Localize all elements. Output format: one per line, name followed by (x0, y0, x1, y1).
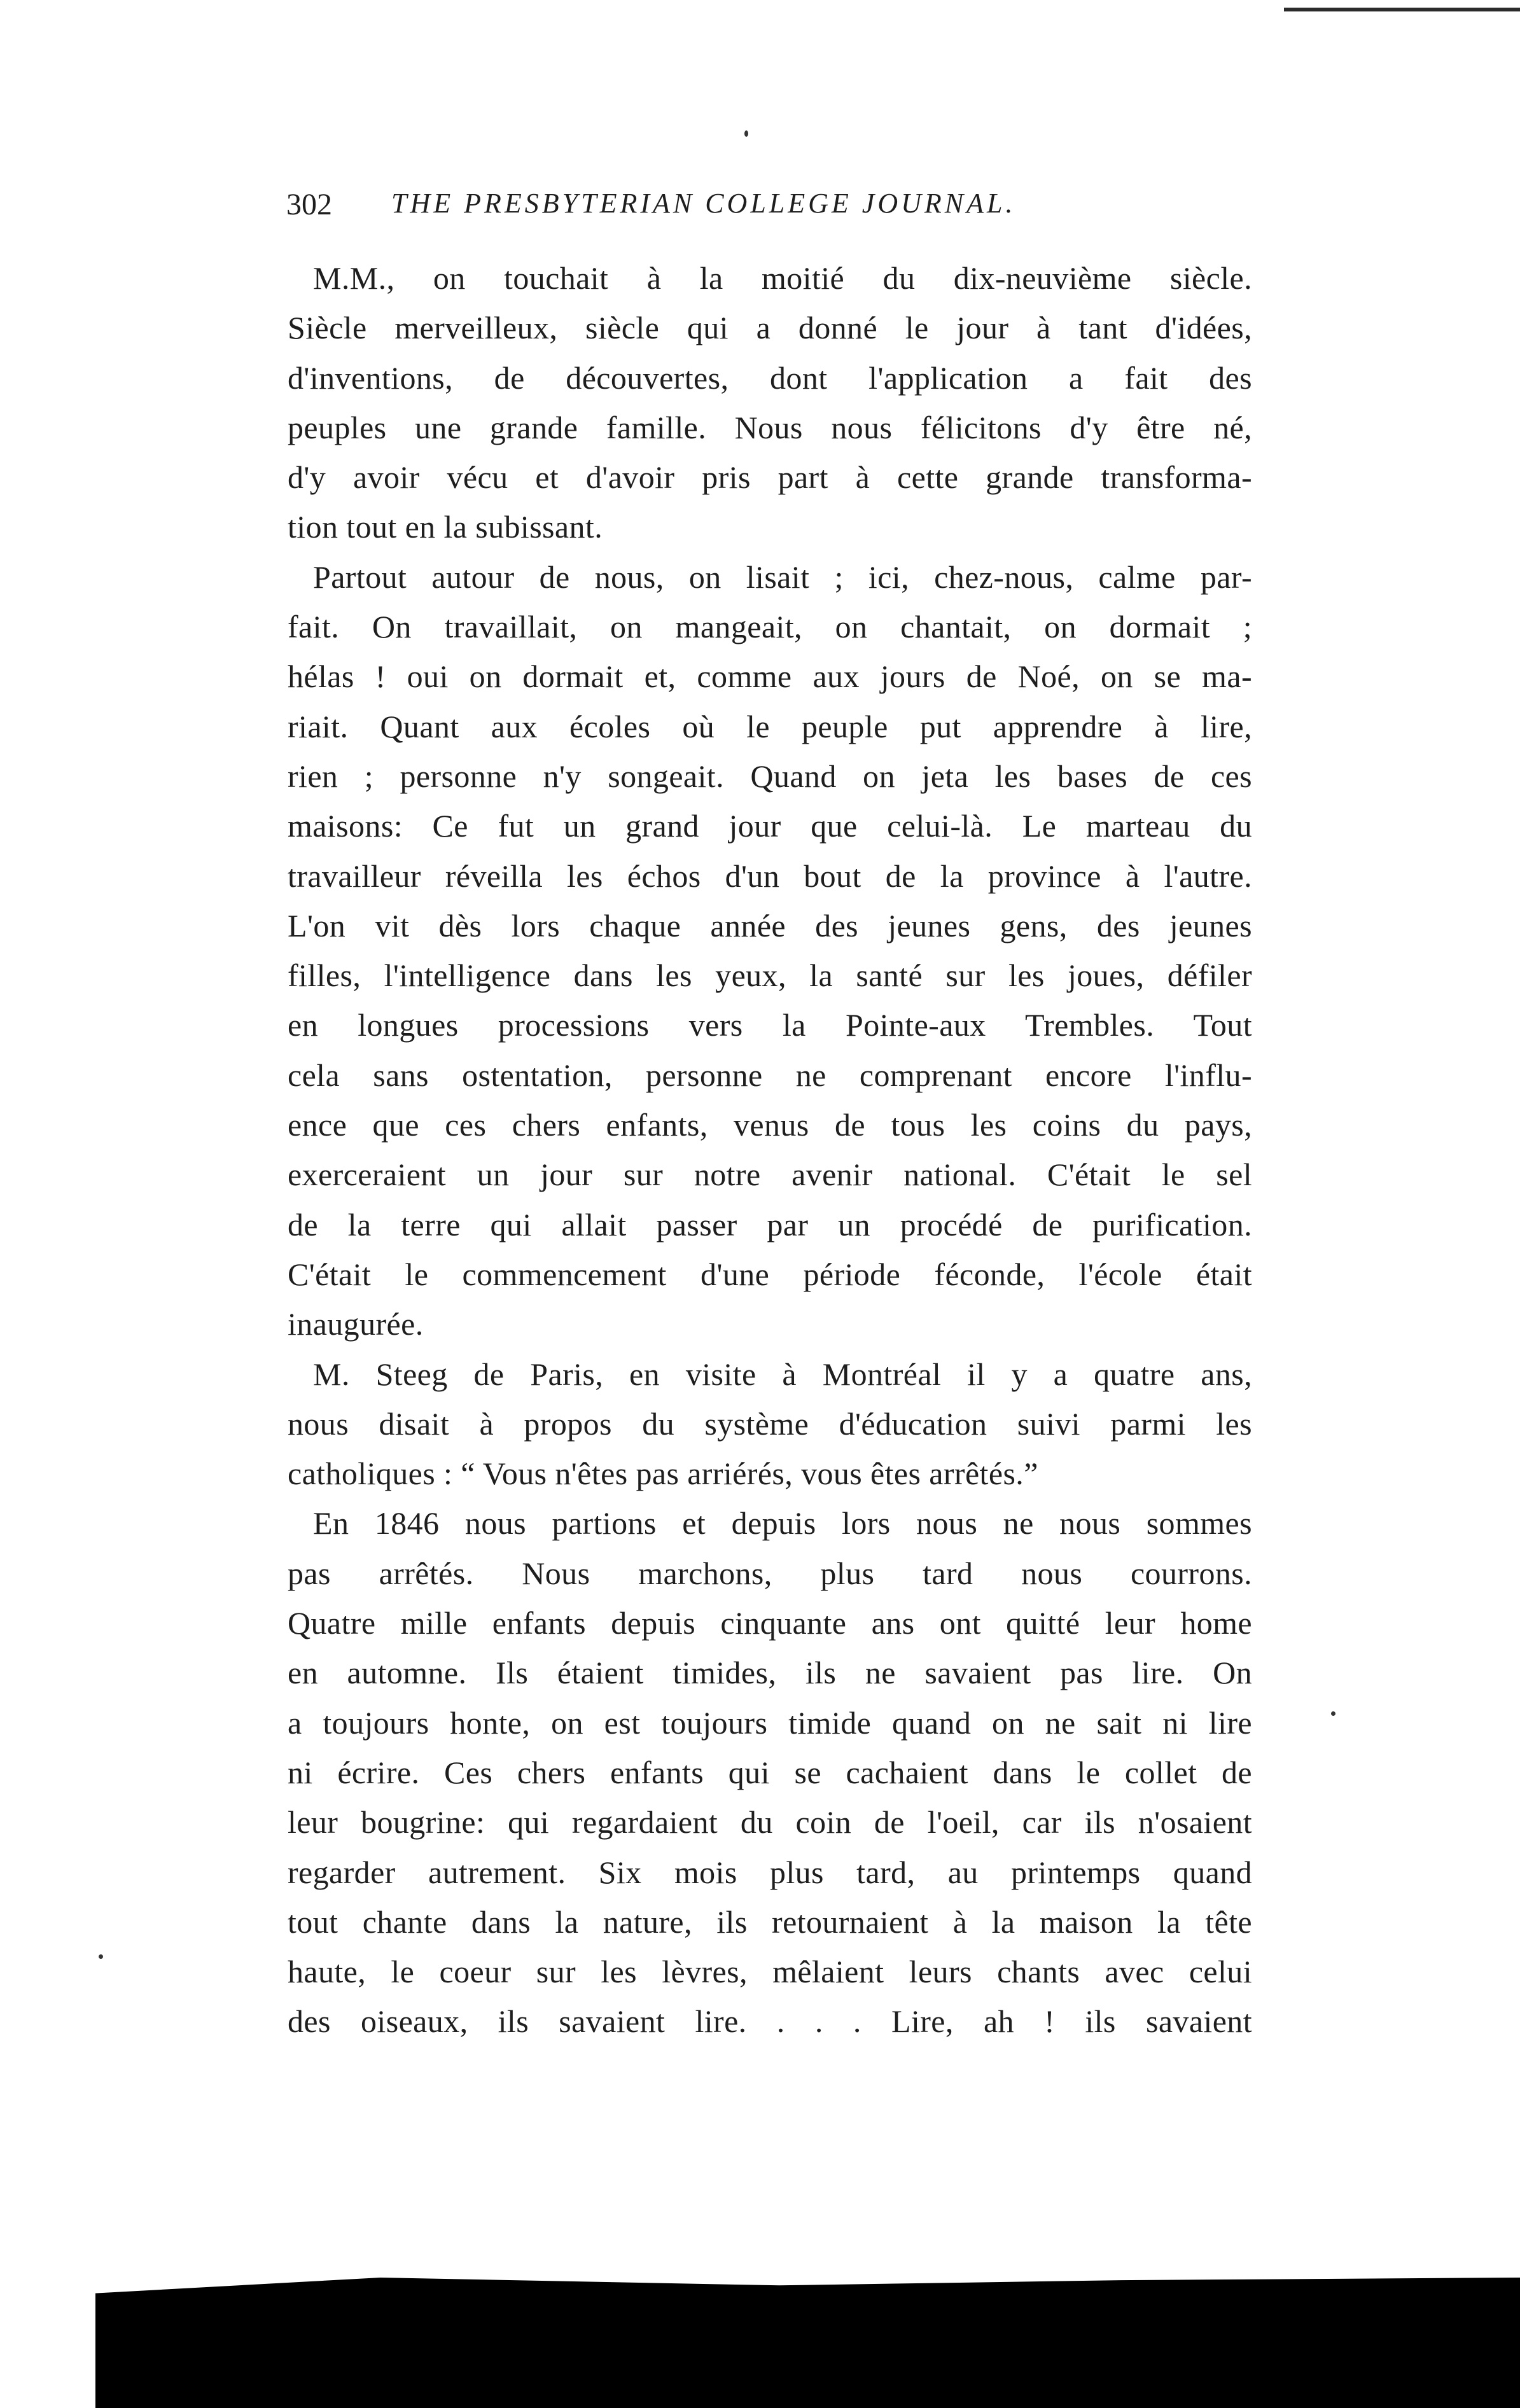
text-line: ence que ces chers enfants, venus de tous les coins du pays, (288, 1107, 1252, 1143)
text-line: peuples une grande famille. Nous nous félicitons d'y être né, (288, 409, 1252, 445)
scan-speck (1331, 1711, 1335, 1716)
text-line: haute, le coeur sur les lèvres, mêlaient leurs chants avec celui (288, 1954, 1252, 1990)
text-line: filles, l'intelligence dans les yeux, la santé sur les joues, défiler (288, 957, 1252, 994)
text-line: tion tout en la subissant. (288, 509, 603, 545)
text-line: riait. Quant aux écoles où le peuple put apprendre à lire, (288, 708, 1252, 744)
text-line: leur bougrine: qui regardaient du coin de l'oeil, car ils n'osaient (288, 1804, 1252, 1841)
scan-bottom-edge (95, 2278, 1520, 2408)
text-line: maisons: Ce fut un grand jour que celui-là. Le marteau du (288, 808, 1252, 844)
text-line: Partout autour de nous, on lisait ; ici, chez-nous, calme par- (313, 559, 1252, 595)
text-line: En 1846 nous partions et depuis lors nous ne nous sommes (313, 1505, 1252, 1542)
page-number: 302 (286, 188, 332, 221)
text-line: rien ; personne n'y songeait. Quand on jeta les bases de ces (288, 758, 1252, 794)
scan-speck (744, 130, 748, 137)
text-line: nous disait à propos du système d'éducation suivi parmi les (288, 1405, 1252, 1442)
text-line: a toujours honte, on est toujours timide quand on ne sait ni lire (288, 1704, 1252, 1741)
text-line: catholiques : “ Vous n'êtes pas arriérés, vous êtes arrêtés.” (288, 1456, 1038, 1492)
text-line: en automne. Ils étaient timides, ils ne savaient pas lire. On (288, 1655, 1252, 1691)
text-line: d'inventions, de découvertes, dont l'application a fait des (288, 359, 1252, 396)
text-line: d'y avoir vécu et d'avoir pris part à cette grande transforma- (288, 459, 1252, 496)
text-line: Siècle merveilleux, siècle qui a donné le jour à tant d'idées, (288, 310, 1252, 346)
body-text (288, 253, 1252, 2047)
text-line: M. Steeg de Paris, en visite à Montréal il y a quatre ans, (313, 1356, 1252, 1392)
text-line: ni écrire. Ces chers enfants qui se cachaient dans le collet de (288, 1754, 1252, 1790)
text-line: fait. On travaillait, on mangeait, on chantait, on dormait ; (288, 609, 1252, 645)
running-title: THE PRESBYTERIAN COLLEGE JOURNAL. (391, 188, 1016, 219)
text-line: cela sans ostentation, personne ne comprenant encore l'influ- (288, 1057, 1252, 1093)
text-line: L'on vit dès lors chaque année des jeunes gens, des jeunes (288, 907, 1252, 943)
text-line: exerceraient un jour sur notre avenir national. C'était le sel (288, 1157, 1252, 1193)
scan-speck (99, 1954, 103, 1959)
text-line: travailleur réveilla les échos d'un bout de la province à l'autre. (288, 858, 1252, 894)
page-header (286, 181, 1253, 238)
text-line: C'était le commencement d'une période féconde, l'école était (288, 1256, 1252, 1292)
text-line: M.M., on touchait à la moitié du dix-neuvième siècle. (313, 260, 1252, 296)
text-line: Quatre mille enfants depuis cinquante ans ont quitté leur home (288, 1605, 1252, 1641)
text-line: des oiseaux, ils savaient lire. . . . Lire, ah ! ils savaient (288, 2003, 1252, 2040)
text-line: hélas ! oui on dormait et, comme aux jours de Noé, on se ma- (288, 658, 1252, 695)
text-line: de la terre qui allait passer par un procédé de purification. (288, 1206, 1252, 1242)
text-line: tout chante dans la nature, ils retournaient à la maison la tête (288, 1903, 1252, 1940)
text-line: pas arrêtés. Nous marchons, plus tard nous courrons. (288, 1555, 1252, 1591)
text-line: inaugurée. (288, 1306, 424, 1342)
text-line: regarder autrement. Six mois plus tard, au printemps quand (288, 1854, 1252, 1890)
text-line: en longues processions vers la Pointe-aux Trembles. Tout (288, 1007, 1252, 1043)
top-edge-rule (1284, 8, 1520, 11)
